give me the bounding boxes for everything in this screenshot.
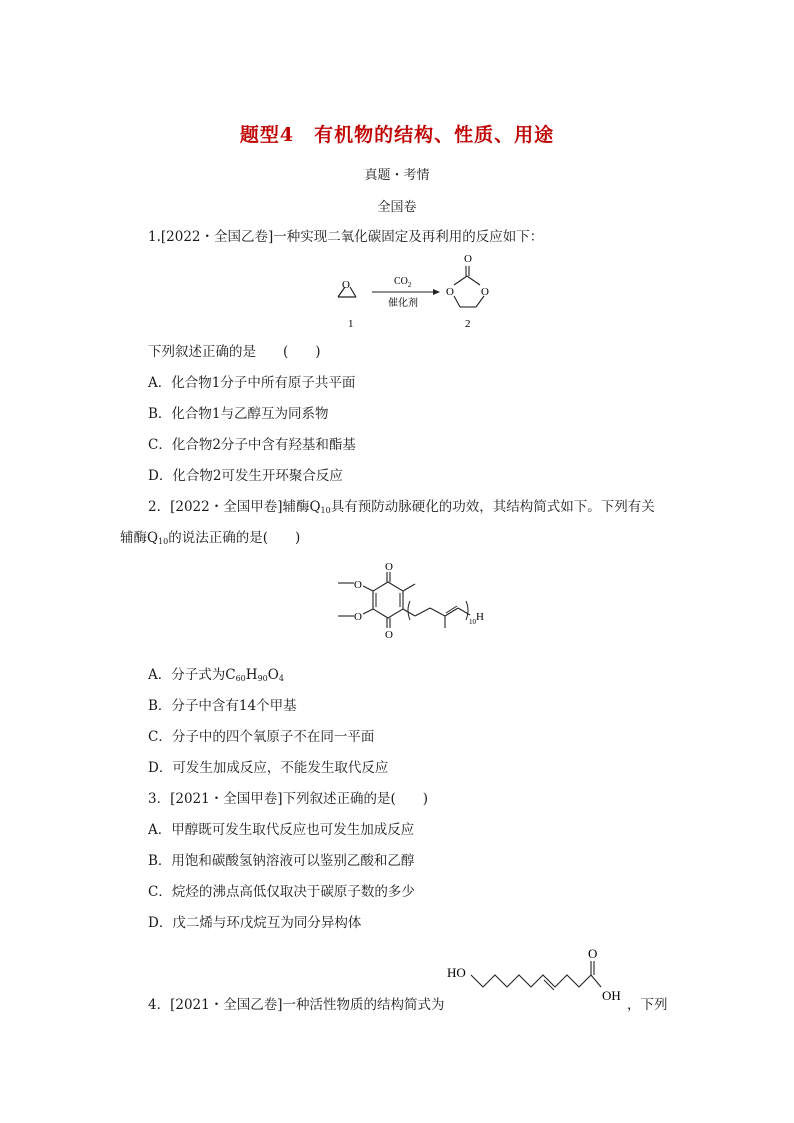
q1-option-d: D．化合物2可发生开环聚合反应 xyxy=(148,468,343,484)
cyclic-carbonate-structure xyxy=(446,253,489,307)
subsection-heading: 全国卷 xyxy=(377,200,417,215)
q4-stem: 4．[2021・全国乙卷]一种活性物质的结构简式为 xyxy=(148,997,445,1013)
q2-option-d: D．可发生加成反应，不能发生取代反应 xyxy=(148,760,389,776)
section-heading: 真题・考情 xyxy=(364,168,430,183)
methoxy-oxygen-top: O xyxy=(354,579,362,591)
q4-structure xyxy=(445,945,645,1015)
carbonyl-oxygen: O xyxy=(464,253,472,265)
q2-option-c: C．分子中的四个氧原子不在同一平面 xyxy=(148,729,375,745)
ring-oxygen-left: O xyxy=(446,286,454,298)
q3-option-c: C．烷烃的沸点高低仅取决于碳原子数的多少 xyxy=(148,884,415,900)
q1-reaction-diagram xyxy=(330,250,510,335)
q1-option-b: B．化合物1与乙醇互为同系物 xyxy=(148,406,329,422)
q1-question: 下列叙述正确的是 ( ) xyxy=(148,344,321,360)
q3-option-b: B．用饱和碳酸氢钠溶液可以鉴别乙酸和乙醇 xyxy=(148,853,415,869)
quinone-bottom-oxygen: O xyxy=(385,629,393,641)
compound-label-1: 1 xyxy=(348,318,354,330)
q1-stem: 1.[2022・全国乙卷]一种实现二氧化碳固定及再利用的反应如下： xyxy=(148,229,544,245)
q3-option-d: D．戊二烯与环戊烷互为同分异构体 xyxy=(148,915,362,931)
terminal-hydrogen: H xyxy=(476,611,484,623)
reagent-co2: $CO_2$ xyxy=(394,276,412,289)
q2-option-a: A．分子式为$C_{60}H_{90}O_4$ xyxy=(148,667,284,683)
ring-oxygen-right: O xyxy=(481,286,489,298)
reagent-catalyst: 催化剂 xyxy=(388,298,418,309)
epoxide-oxygen: O xyxy=(342,279,350,291)
q2-option-b: B．分子中含有14个甲基 xyxy=(148,698,297,714)
reaction-arrow xyxy=(372,276,440,309)
carboxyl-oh: OH xyxy=(602,988,621,1003)
q1-option-a: A．化合物1分子中所有原子共平面 xyxy=(148,375,356,391)
q2-stem: 2．[2022・全国甲卷]辅酶$Q_{10}$具有预防动脉硬化的功效，其结构简式如下。下列有关 xyxy=(148,499,655,515)
q3-stem: 3．[2021・全国甲卷]下列叙述正确的是( ) xyxy=(148,791,429,807)
compound-label-2: 2 xyxy=(465,318,471,330)
carbonyl-o: O xyxy=(588,946,598,961)
hydroxyl-ho: HO xyxy=(447,965,466,980)
quinone-top-oxygen: O xyxy=(385,561,393,573)
epoxide-structure xyxy=(338,279,356,297)
q2-stem-line2: 辅酶$Q_{10}$的说法正确的是( ) xyxy=(120,530,301,546)
page-title: 题型4 有机物的结构、性质、用途 xyxy=(239,124,555,146)
repeat-count: 10 xyxy=(469,618,476,626)
q3-option-a: A．甲醇既可发生取代反应也可发生加成反应 xyxy=(148,822,415,838)
methoxy-oxygen-bottom: O xyxy=(354,611,362,623)
q4-stem-tail: ，下列 xyxy=(627,997,668,1013)
coenzyme-q10-structure xyxy=(330,558,500,653)
q1-option-c: C．化合物2分子中含有羟基和酯基 xyxy=(148,437,356,453)
